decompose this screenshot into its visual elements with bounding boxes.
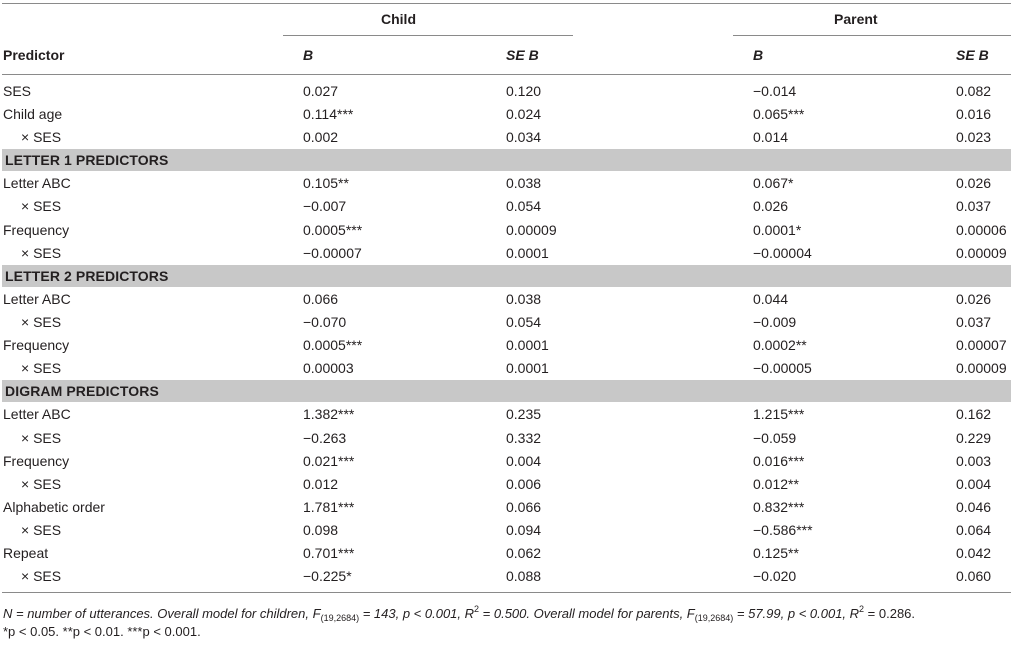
child-b-value: 1.781*** <box>303 499 355 515</box>
predictor-label: Repeat <box>3 545 49 561</box>
predictor-label: Letter ABC <box>3 175 71 191</box>
parent-seb-value: 0.037 <box>956 198 992 214</box>
child-seb-value: 0.088 <box>506 568 542 584</box>
child-b-value: −0.225* <box>303 568 352 584</box>
table-top-rule <box>2 3 1011 4</box>
predictor-label: × SES <box>21 568 62 584</box>
parent-seb-value: 0.00009 <box>956 360 1007 376</box>
section-header <box>2 149 1011 171</box>
footnote-f-child-value: = 143, p < 0.001, <box>359 606 465 621</box>
footnote-r2-parent-sup: 2 <box>859 604 865 614</box>
child-group-header: Child <box>381 11 416 27</box>
section-title: LETTER 1 PREDICTORS <box>5 152 169 168</box>
child-b-value: 0.027 <box>303 83 339 99</box>
footnote-f-parent-df: (19,2684) <box>694 613 734 623</box>
parent-seb-value: 0.046 <box>956 499 992 515</box>
child-b-value: −0.007 <box>303 198 347 214</box>
child-b-value: 0.0005*** <box>303 337 363 353</box>
child-seb-value: 0.038 <box>506 175 542 191</box>
predictor-label: × SES <box>21 522 62 538</box>
child-seb-value: 0.054 <box>506 314 542 330</box>
section-title: LETTER 2 PREDICTORS <box>5 268 169 284</box>
parent-b-value: 0.014 <box>753 129 789 145</box>
predictor-label: × SES <box>21 198 62 214</box>
predictor-label: Frequency <box>3 222 70 238</box>
table-bottom-rule <box>2 592 1011 593</box>
parent-seb-value: 0.064 <box>956 522 992 538</box>
parent-b-value: 0.125** <box>753 545 799 561</box>
child-b-value: −0.00007 <box>303 245 362 261</box>
parent-seb-value: 0.229 <box>956 430 992 446</box>
parent-seb-value: 0.060 <box>956 568 992 584</box>
footnote-r2-parent-value: = 0.286. <box>864 606 916 621</box>
child-b-value: −0.070 <box>303 314 347 330</box>
parent-b-value: −0.00005 <box>753 360 812 376</box>
parent-seb-value: 0.026 <box>956 291 992 307</box>
parent-b-value: −0.586*** <box>753 522 813 538</box>
child-b-value: 0.105** <box>303 175 349 191</box>
predictor-label: Letter ABC <box>3 406 71 422</box>
child-b-value: 0.098 <box>303 522 339 538</box>
child-seb-value: 0.004 <box>506 453 542 469</box>
parent-seb-value: 0.082 <box>956 83 992 99</box>
footnote-f-parent: F <box>686 606 695 621</box>
predictor-label: × SES <box>21 129 62 145</box>
footnote-n: N <box>3 606 13 621</box>
child-seb-value: 0.038 <box>506 291 542 307</box>
predictor-label: Letter ABC <box>3 291 71 307</box>
section-header <box>2 265 1011 287</box>
footnote-f-child: F <box>312 606 321 621</box>
predictor-column-header: Predictor <box>3 47 65 63</box>
child-seb-value: 0.094 <box>506 522 542 538</box>
footnote-r2-child-sup: 2 <box>474 604 480 614</box>
parent-seb-value: 0.042 <box>956 545 992 561</box>
section-header <box>2 380 1011 402</box>
predictor-label: Child age <box>3 106 63 122</box>
footnote-r2-parent: R <box>849 606 860 621</box>
parent-b-value: 0.065*** <box>753 106 805 122</box>
footnote-f-child-df: (19,2684) <box>320 613 360 623</box>
child-seb-value: 0.235 <box>506 406 542 422</box>
child-seb-value: 0.0001 <box>506 337 549 353</box>
footnote-significance: *p < 0.05. **p < 0.01. ***p < 0.001. <box>3 624 201 639</box>
predictor-label: × SES <box>21 476 62 492</box>
child-b-value: 0.021*** <box>303 453 355 469</box>
child-seb-value: 0.062 <box>506 545 542 561</box>
parent-seb-value: 0.026 <box>956 175 992 191</box>
parent-b-value: 1.215*** <box>753 406 805 422</box>
parent-b-column-header: B <box>753 47 764 63</box>
parent-seb-value: 0.00006 <box>956 222 1007 238</box>
child-seb-value: 0.024 <box>506 106 542 122</box>
child-group-rule <box>283 35 573 36</box>
parent-group-rule <box>733 35 1011 36</box>
parent-seb-value: 0.003 <box>956 453 992 469</box>
child-b-value: 1.382*** <box>303 406 355 422</box>
child-b-column-header: B <box>303 47 314 63</box>
child-b-value: 0.0005*** <box>303 222 363 238</box>
parent-b-value: 0.0002** <box>753 337 807 353</box>
parent-b-value: 0.016*** <box>753 453 805 469</box>
parent-b-value: 0.026 <box>753 198 789 214</box>
child-b-value: 0.701*** <box>303 545 355 561</box>
child-b-value: 0.00003 <box>303 360 354 376</box>
child-seb-value: 0.0001 <box>506 360 549 376</box>
parent-seb-column-header: SE B <box>956 47 989 63</box>
child-seb-value: 0.054 <box>506 198 542 214</box>
child-b-value: 0.012 <box>303 476 339 492</box>
parent-seb-value: 0.037 <box>956 314 992 330</box>
parent-seb-value: 0.162 <box>956 406 992 422</box>
predictor-label: Frequency <box>3 337 70 353</box>
predictor-label: SES <box>3 83 32 99</box>
parent-seb-value: 0.016 <box>956 106 992 122</box>
child-seb-value: 0.0001 <box>506 245 549 261</box>
child-seb-column-header: SE B <box>506 47 539 63</box>
parent-group-header: Parent <box>834 11 878 27</box>
child-seb-value: 0.332 <box>506 430 542 446</box>
child-b-value: −0.263 <box>303 430 347 446</box>
child-b-value: 0.066 <box>303 291 339 307</box>
child-seb-value: 0.006 <box>506 476 542 492</box>
child-b-value: 0.002 <box>303 129 339 145</box>
predictor-label: × SES <box>21 430 62 446</box>
parent-b-value: 0.0001* <box>753 222 802 238</box>
parent-seb-value: 0.00009 <box>956 245 1007 261</box>
parent-b-value: 0.044 <box>753 291 789 307</box>
child-seb-value: 0.120 <box>506 83 542 99</box>
footnote-n-definition: = number of utterances. Overall model for children, <box>12 606 313 621</box>
parent-b-value: −0.059 <box>753 430 797 446</box>
predictor-label: × SES <box>21 360 62 376</box>
child-seb-value: 0.066 <box>506 499 542 515</box>
predictor-label: × SES <box>21 245 62 261</box>
parent-b-value: −0.014 <box>753 83 797 99</box>
footnote-r2-child-value: = 0.500. Overall model for parents, <box>479 606 687 621</box>
parent-b-value: −0.009 <box>753 314 797 330</box>
child-seb-value: 0.00009 <box>506 222 557 238</box>
child-b-value: 0.114*** <box>303 106 354 122</box>
parent-b-value: −0.020 <box>753 568 797 584</box>
parent-seb-value: 0.023 <box>956 129 992 145</box>
predictor-label: × SES <box>21 314 62 330</box>
section-title: DIGRAM PREDICTORS <box>5 383 159 399</box>
parent-b-value: 0.832*** <box>753 499 805 515</box>
parent-seb-value: 0.00007 <box>956 337 1007 353</box>
predictor-label: Frequency <box>3 453 70 469</box>
header-bottom-rule <box>2 74 1011 75</box>
parent-seb-value: 0.004 <box>956 476 992 492</box>
footnote-f-parent-value: = 57.99, p < 0.001, <box>733 606 850 621</box>
predictor-label: Alphabetic order <box>3 499 105 515</box>
parent-b-value: 0.012** <box>753 476 799 492</box>
footnote-r2-child: R <box>464 606 475 621</box>
parent-b-value: −0.00004 <box>753 245 812 261</box>
parent-b-value: 0.067* <box>753 175 794 191</box>
child-seb-value: 0.034 <box>506 129 542 145</box>
